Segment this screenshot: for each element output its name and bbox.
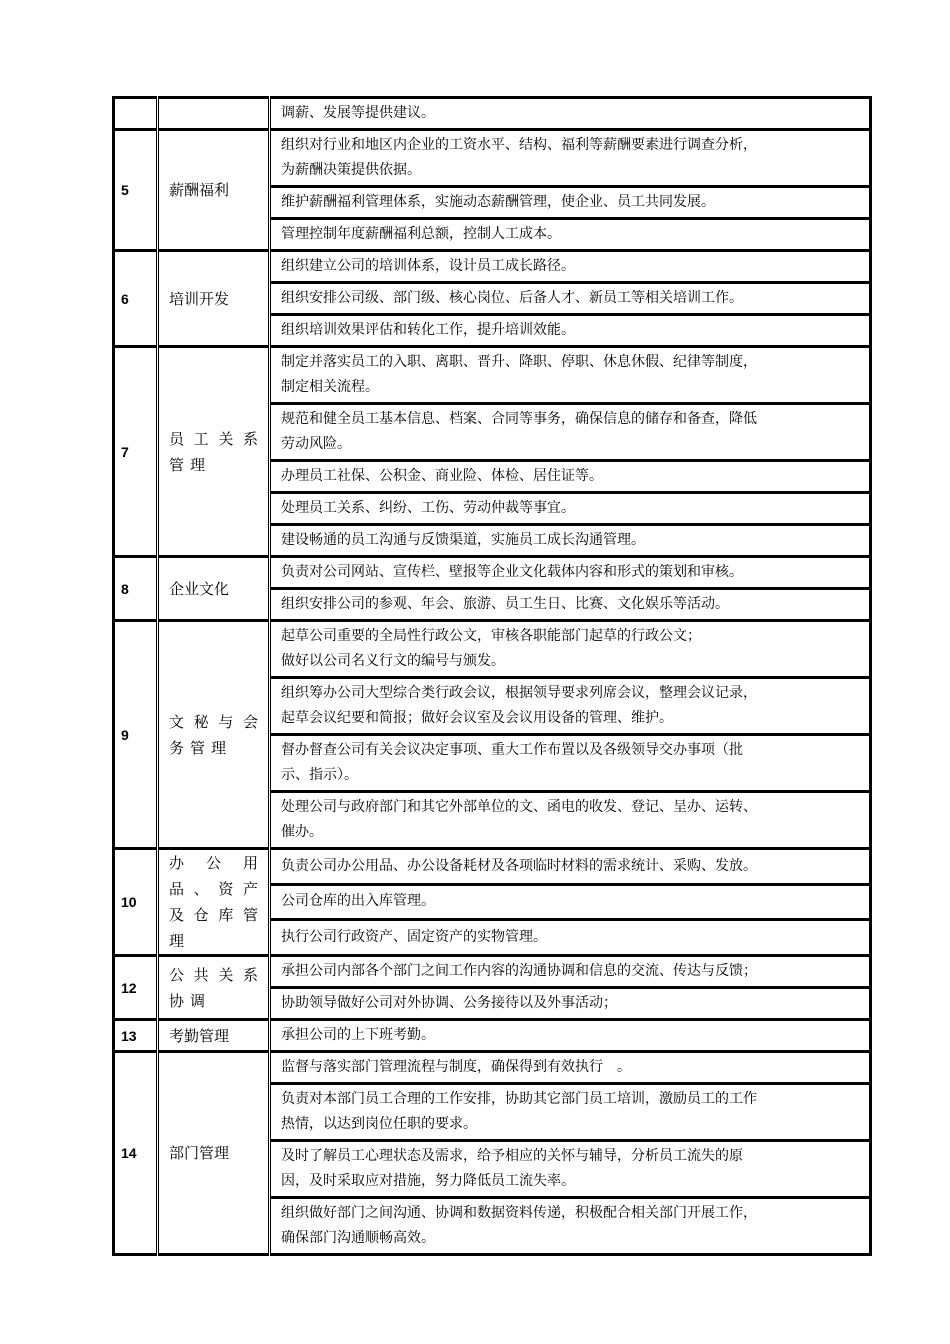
duty-text-line: 组织建立公司的培训体系，设计员工成长路径。 <box>281 258 575 274</box>
section-category: 办公用品、资产及仓库管理 <box>158 849 270 956</box>
section-category: 公共关系协调 <box>158 956 270 1020</box>
section-category: 部门管理 <box>158 1052 270 1255</box>
section-category: 薪酬福利 <box>158 130 270 251</box>
duty-text-line: 组织安排公司的参观、年会、旅游、员工生日、比赛、文化娱乐等活动。 <box>281 596 729 612</box>
duty-text-line: 组织做好部门之间沟通、协调和数据资料传递，积极配合相关部门开展工作， <box>281 1205 757 1221</box>
section-number <box>114 98 158 130</box>
table-row <box>114 130 871 187</box>
section-category: 企业文化 <box>158 557 270 621</box>
duty-text-line: 维护薪酬福利管理体系，实施动态薪酬管理，使企业、员工共同发展。 <box>281 194 715 210</box>
duty-text-line: 规范和健全员工基本信息、档案、合同等事务，确保信息的储存和备查，降低 <box>281 411 757 427</box>
section-number: 6 <box>114 251 158 347</box>
duty-cell <box>270 493 871 525</box>
section-number: 13 <box>114 1020 158 1052</box>
duty-cell <box>270 1198 871 1255</box>
duty-text-line: 确保部门沟通顺畅高效。 <box>281 1230 435 1246</box>
duty-cell <box>270 130 871 187</box>
duty-cell <box>270 589 871 621</box>
duty-cell <box>270 557 871 589</box>
section-category: 文秘与会务管理 <box>158 621 270 849</box>
duty-cell <box>270 1052 871 1084</box>
duty-text-line: 办理员工社保、公积金、商业险、体检、居住证等。 <box>281 468 603 484</box>
duty-text-line: 劳动风险。 <box>281 436 351 452</box>
table-row <box>114 956 871 988</box>
duty-text-line: 建设畅通的员工沟通与反馈渠道，实施员工成长沟通管理。 <box>281 532 645 548</box>
duty-text-line: 调薪、发展等提供建议。 <box>281 105 435 121</box>
duty-cell <box>270 251 871 283</box>
table-row <box>114 557 871 589</box>
duty-cell <box>270 98 871 130</box>
duty-text-line: 催办。 <box>281 824 323 840</box>
duty-cell <box>270 283 871 315</box>
duty-text-line: 督办督查公司有关会议决定事项、重大工作布置以及各级领导交办事项（批 <box>281 742 743 758</box>
section-number: 9 <box>114 621 158 849</box>
duty-cell <box>270 1020 871 1052</box>
duty-text-line: 组织培训效果评估和转化工作，提升培训效能。 <box>281 322 575 338</box>
duty-text-line: 处理公司与政府部门和其它外部单位的文、函电的收发、登记、呈办、运转、 <box>281 799 757 815</box>
duty-text-line: 因，及时采取应对措施，努力降低员工流失率。 <box>281 1173 575 1189</box>
duty-text-line: 管理控制年度薪酬福利总额，控制人工成本。 <box>281 226 561 242</box>
duty-text-line: 及时了解员工心理状态及需求，给予相应的关怀与辅导，分析员工流失的原 <box>281 1148 743 1164</box>
duty-text-line: 执行公司行政资产、固定资产的实物管理。 <box>281 929 547 946</box>
duty-text-line: 组织对行业和地区内企业的工资水平、结构、福利等薪酬要素进行调查分析， <box>281 137 757 153</box>
table-row <box>114 347 871 404</box>
duty-cell <box>270 347 871 404</box>
duty-cell <box>270 956 871 988</box>
section-category: 培训开发 <box>158 251 270 347</box>
duty-text-line: 处理员工关系、纠纷、工伤、劳动仲裁等事宜。 <box>281 500 575 516</box>
duty-cell <box>270 920 871 956</box>
section-category: 员工关系管理 <box>158 347 270 557</box>
duty-text-line: 起草会议纪要和简报；做好会议室及会议用设备的管理、维护。 <box>281 710 673 726</box>
duty-cell <box>270 219 871 251</box>
duty-text-line: 制定并落实员工的入职、离职、晋升、降职、停职、休息休假、纪律等制度， <box>281 354 757 370</box>
duty-text-line: 协助领导做好公司对外协调、公务接待以及外事活动； <box>281 995 617 1011</box>
duty-text-line: 公司仓库的出入库管理。 <box>281 893 435 910</box>
section-number: 10 <box>114 849 158 956</box>
duty-table-body <box>114 98 871 1255</box>
table-row <box>114 98 871 130</box>
duty-cell <box>270 735 871 792</box>
duty-text-line: 做好以公司名义行文的编号与颁发。 <box>281 653 505 669</box>
duty-cell <box>270 849 871 885</box>
duty-cell <box>270 187 871 219</box>
duty-cell <box>270 404 871 461</box>
duty-text-line: 监督与落实部门管理流程与制度，确保得到有效执行 。 <box>281 1059 631 1075</box>
duty-cell <box>270 525 871 557</box>
duty-cell <box>270 792 871 849</box>
section-number: 14 <box>114 1052 158 1255</box>
section-number: 12 <box>114 956 158 1020</box>
duty-text-line: 负责对本部门员工合理的工作安排，协助其它部门员工培训，激励员工的工作 <box>281 1091 757 1107</box>
table-row <box>114 1020 871 1052</box>
section-number: 7 <box>114 347 158 557</box>
duty-cell <box>270 988 871 1020</box>
duty-cell <box>270 1141 871 1198</box>
duty-text-line: 负责公司办公用品、办公设备耗材及各项临时材料的需求统计、采购、发放。 <box>281 857 757 874</box>
duty-text-line: 组织安排公司级、部门级、核心岗位、后备人才、新员工等相关培训工作。 <box>281 290 743 306</box>
duty-text-line: 制定相关流程。 <box>281 379 379 395</box>
duty-table <box>112 96 872 1256</box>
duty-cell <box>270 1084 871 1141</box>
duty-cell <box>270 621 871 678</box>
duty-text-line: 组织筹办公司大型综合类行政会议，根据领导要求列席会议，整理会议记录， <box>281 685 757 701</box>
duty-cell <box>270 315 871 347</box>
duty-text-line: 承担公司内部各个部门之间工作内容的沟通协调和信息的交流、传达与反馈； <box>281 963 757 979</box>
table-row <box>114 1052 871 1084</box>
duty-text-line: 热情，以达到岗位任职的要求。 <box>281 1116 477 1132</box>
duty-text-line: 示、指示）。 <box>281 767 358 783</box>
section-category <box>158 98 270 130</box>
section-number: 8 <box>114 557 158 621</box>
duty-text-line: 为薪酬决策提供依据。 <box>281 162 421 178</box>
table-row <box>114 251 871 283</box>
duty-cell <box>270 884 871 920</box>
duty-text-line: 负责对公司网站、宣传栏、壁报等企业文化载体内容和形式的策划和审核。 <box>281 564 743 580</box>
table-row <box>114 849 871 885</box>
duty-text-line: 承担公司的上下班考勤。 <box>281 1027 435 1043</box>
section-number: 5 <box>114 130 158 251</box>
table-row <box>114 621 871 678</box>
duty-cell <box>270 678 871 735</box>
section-category: 考勤管理 <box>158 1020 270 1052</box>
duty-cell <box>270 461 871 493</box>
duty-text-line: 起草公司重要的全局性行政公文，审核各职能部门起草的行政公文； <box>281 628 701 644</box>
